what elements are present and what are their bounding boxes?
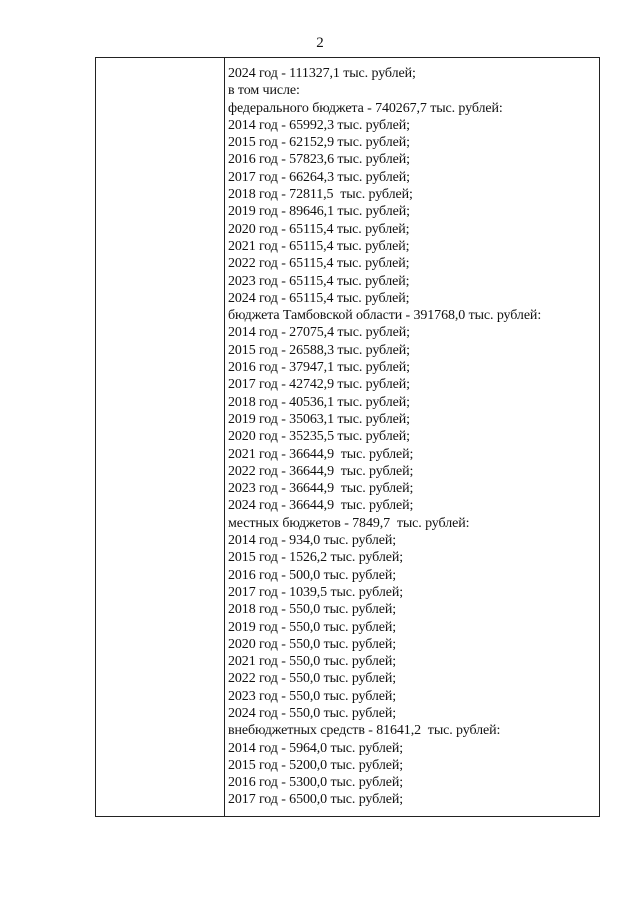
funding-line: 2021 год - 36644,9 тыс. рублей;: [228, 446, 414, 462]
funding-line: 2015 год - 26588,3 тыс. рублей;: [228, 342, 410, 358]
funding-line: бюджета Тамбовской области - 391768,0 тыс. рублей:: [228, 308, 542, 324]
funding-line: 2020 год - 65115,4 тыс. рублей;: [228, 221, 410, 237]
funding-line: внебюджетных средств - 81641,2 тыс. рублей:: [228, 723, 501, 739]
funding-line: 2020 год - 550,0 тыс. рублей;: [228, 636, 397, 652]
funding-line: 2022 год - 550,0 тыс. рублей;: [228, 671, 397, 687]
funding-line: 2018 год - 550,0 тыс. рублей;: [228, 602, 397, 618]
funding-line: 2024 год - 111327,1 тыс. рублей;: [228, 66, 416, 81]
funding-line: 2023 год - 550,0 тыс. рублей;: [228, 688, 397, 704]
funding-line: федерального бюджета - 740267,7 тыс. рублей:: [228, 100, 503, 116]
funding-line: 2021 год - 65115,4 тыс. рублей;: [228, 238, 410, 254]
funding-line: 2014 год - 65992,3 тыс. рублей;: [228, 117, 410, 133]
funding-line: в том числе:: [228, 83, 300, 99]
funding-line: 2015 год - 5200,0 тыс. рублей;: [228, 757, 404, 773]
funding-line: 2021 год - 550,0 тыс. рублей;: [228, 654, 397, 670]
funding-line: 2022 год - 36644,9 тыс. рублей;: [228, 463, 414, 479]
funding-line: 2017 год - 1039,5 тыс. рублей;: [228, 584, 404, 600]
funding-line: 2017 год - 42742,9 тыс. рублей;: [228, 377, 410, 393]
funding-line: 2018 год - 72811,5 тыс. рублей;: [228, 187, 413, 203]
funding-line: 2015 год - 62152,9 тыс. рублей;: [228, 135, 410, 151]
funding-table: [95, 57, 600, 817]
funding-line: 2024 год - 65115,4 тыс. рублей;: [228, 290, 410, 306]
page-number: 2: [316, 35, 324, 51]
funding-line: 2019 год - 89646,1 тыс. рублей;: [228, 204, 410, 220]
funding-line: 2023 год - 36644,9 тыс. рублей;: [228, 481, 414, 497]
funding-line: 2014 год - 5964,0 тыс. рублей;: [228, 740, 404, 756]
funding-line: 2024 год - 550,0 тыс. рублей;: [228, 705, 397, 721]
funding-line: 2020 год - 35235,5 тыс. рублей;: [228, 429, 410, 445]
funding-line: местных бюджетов - 7849,7 тыс. рублей:: [228, 515, 470, 531]
table-left-cell: [96, 58, 225, 816]
funding-line: 2016 год - 57823,6 тыс. рублей;: [228, 152, 410, 168]
funding-line: 2014 год - 27075,4 тыс. рублей;: [228, 325, 410, 341]
funding-line: 2019 год - 550,0 тыс. рублей;: [228, 619, 397, 635]
funding-line: 2016 год - 5300,0 тыс. рублей;: [228, 775, 404, 791]
funding-line: 2017 год - 6500,0 тыс. рублей;: [228, 792, 404, 808]
funding-line: 2024 год - 36644,9 тыс. рублей;: [228, 498, 414, 514]
funding-line: 2018 год - 40536,1 тыс. рублей;: [228, 394, 410, 410]
funding-line: 2019 год - 35063,1 тыс. рублей;: [228, 411, 410, 427]
funding-line: 2017 год - 66264,3 тыс. рублей;: [228, 169, 410, 185]
funding-line: 2022 год - 65115,4 тыс. рублей;: [228, 256, 410, 272]
funding-line: 2016 год - 500,0 тыс. рублей;: [228, 567, 397, 583]
table-right-cell: [225, 58, 599, 816]
funding-line: 2016 год - 37947,1 тыс. рублей;: [228, 360, 410, 376]
funding-line: 2023 год - 65115,4 тыс. рублей;: [228, 273, 410, 289]
funding-line: 2014 год - 934,0 тыс. рублей;: [228, 533, 397, 549]
funding-line: 2015 год - 1526,2 тыс. рублей;: [228, 550, 404, 566]
